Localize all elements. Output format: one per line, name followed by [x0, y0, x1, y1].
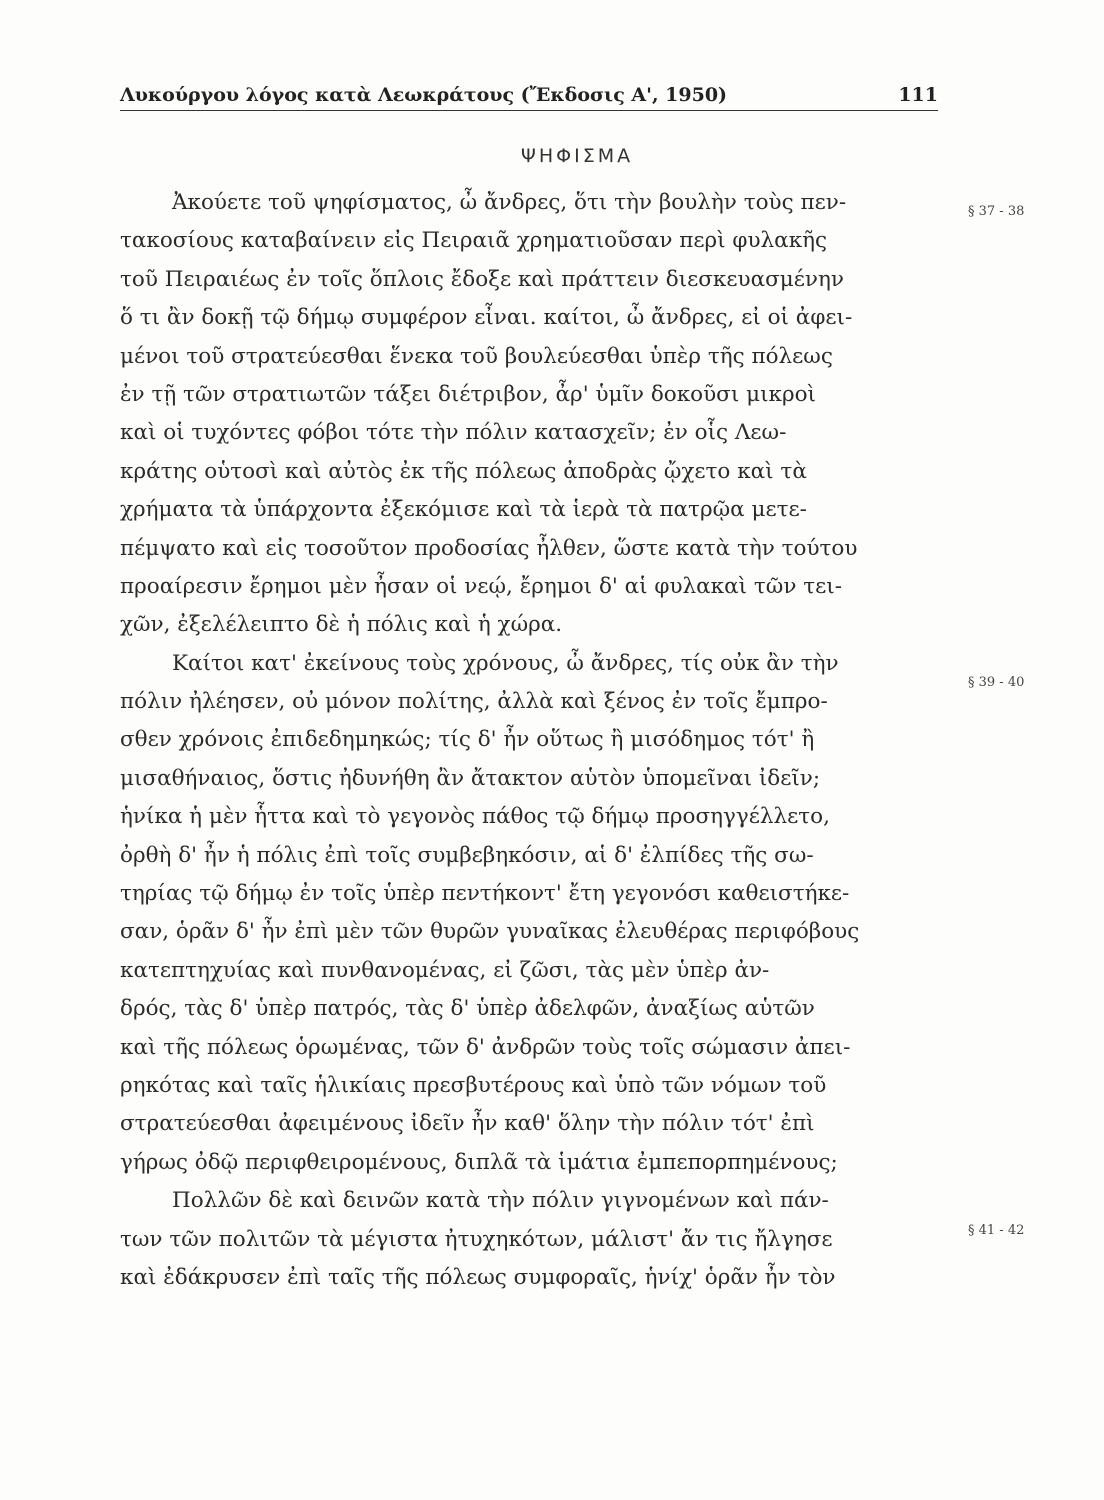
text-line: τηρίας τῷ δήμῳ ἐν τοῖς ὑπὲρ πεντήκοντ' ἔτη γεγονόσι καθειστήκε- — [120, 881, 850, 907]
text-line: ὅ τι ἂν δοκῇ τῷ δήμῳ συμφέρον εἶναι. καίτοι, ὦ ἄνδρες, εἰ οἱ ἀφει- — [120, 305, 853, 331]
header-rule — [120, 110, 938, 111]
text-line: σθεν χρόνοις ἐπιδεδημηκώς; τίς δ' ἦν οὕτως ἢ μισόδημος τότ' ἢ — [120, 727, 815, 753]
text-line: μένοι τοῦ στρατεύεσθαι ἕνεκα τοῦ βουλεύεσθαι ὑπὲρ τῆς πόλεως — [120, 343, 833, 369]
margin-reference: § 39 - 40 — [968, 675, 1025, 690]
text-line: των τῶν πολιτῶν τὰ μέγιστα ἠτυχηκότων, μάλιστ' ἄν τις ἤλγησε — [120, 1226, 833, 1252]
section-title: ΨΗΦΙΣΜΑ — [520, 145, 634, 167]
text-line: κατεπτηχυίας καὶ πυνθανομένας, εἰ ζῶσι, τὰς μὲν ὑπὲρ ἀν- — [120, 957, 770, 983]
text-line: κράτης οὑτοσὶ καὶ αὐτὸς ἐκ τῆς πόλεως ἀποδρὰς ᾤχετο καὶ τὰ — [120, 458, 807, 484]
text-line: στρατεύεσθαι ἀφειμένους ἰδεῖν ἦν καθ' ὅλην τὴν πόλιν τότ' ἐπὶ — [120, 1111, 815, 1137]
text-line: γήρως ὀδῷ περιφθειρομένους, διπλᾶ τὰ ἱμάτια ἐμπεπορπημένους; — [120, 1149, 838, 1175]
text-line: καὶ τῆς πόλεως ὁρωμένας, τῶν δ' ἀνδρῶν τοὺς τοῖς σώμασιν ἀπει- — [120, 1034, 851, 1060]
text-line: μισαθήναιος, ὅστις ἠδυνήθη ἂν ἄτακτον αὑτὸν ὑπομεῖναι ἰδεῖν; — [120, 765, 821, 791]
text-line: ἡνίκα ἡ μὲν ἧττα καὶ τὸ γεγονὸς πάθος τῷ δήμῳ προσηγγέλλετο, — [120, 804, 830, 830]
text-line: πόλιν ἠλέησεν, οὐ μόνον πολίτης, ἀλλὰ καὶ ξένος ἐν τοῖς ἔμπρο- — [120, 689, 828, 715]
running-header — [120, 72, 938, 108]
text-line: ἐν τῇ τῶν στρατιωτῶν τάξει διέτριβον, ἆρ' ὑμῖν δοκοῦσι μικροὶ — [120, 381, 816, 407]
text-line: προαίρεσιν ἔρημοι μὲν ἦσαν οἱ νεῴ, ἔρημοι δ' αἱ φυλακαὶ τῶν τει- — [120, 573, 842, 599]
text-line: Καίτοι κατ' ἐκείνους τοὺς χρόνους, ὦ ἄνδρες, τίς οὐκ ἂν τὴν — [172, 650, 839, 676]
text-line: τοῦ Πειραιέως ἐν τοῖς ὅπλοις ἔδοξε καὶ πράττειν διεσκευασμένην — [120, 266, 844, 292]
paragraph — [120, 645, 948, 1182]
text-line: ρηκότας καὶ ταῖς ἡλικίαις πρεσβυτέρους καὶ ὑπὸ τῶν νόμων τοῦ — [120, 1072, 827, 1098]
text-line: χῶν, ἐξελέλειπτο δὲ ἡ πόλις καὶ ἡ χώρα. — [120, 612, 563, 638]
text-line: ὀρθὴ δ' ἦν ἡ πόλις ἐπὶ τοῖς συμβεβηκόσιν, αἱ δ' ἐλπίδες τῆς σω- — [120, 842, 814, 868]
paragraph — [120, 1182, 948, 1297]
text-line: Πολλῶν δὲ καὶ δεινῶν κατὰ τὴν πόλιν γιγνομένων καὶ πάν- — [172, 1188, 829, 1214]
text-line: Ἀκούετε τοῦ ψηφίσματος, ὦ ἄνδρες, ὅτι τὴν βουλὴν τοὺς πεν- — [172, 190, 847, 215]
margin-reference: § 37 - 38 — [968, 204, 1025, 219]
text-line: χρήματα τὰ ὑπάρχοντα ἐξεκόμισε καὶ τὰ ἱερὰ τὰ πατρῷα μετε- — [120, 497, 807, 523]
text-line: τακοσίους καταβαίνειν εἰς Πειραιᾶ χρηματιοῦσαν περὶ φυλακῆς — [120, 228, 828, 254]
text-line: σαν, ὁρᾶν δ' ἦν ἐπὶ μὲν τῶν θυρῶν γυναῖκας ἐλευθέρας περιφόβους — [120, 919, 860, 945]
running-header-title: Λυκούργου λόγος κατὰ Λεωκράτους (Ἔκδοσις Α', 1950) — [120, 84, 728, 106]
text-line: καὶ ἐδάκρυσεν ἐπὶ ταῖς τῆς πόλεως συμφοραῖς, ἡνίχ' ὁρᾶν ἦν τὸν — [120, 1264, 836, 1290]
text-line: δρός, τὰς δ' ὑπὲρ πατρός, τὰς δ' ὑπὲρ ἀδελφῶν, ἀναξίως αὑτῶν — [120, 996, 815, 1022]
margin-reference: § 41 - 42 — [968, 1223, 1025, 1238]
main-text — [120, 184, 948, 1297]
paragraph — [120, 184, 948, 645]
text-line: πέμψατο καὶ εἰς τοσοῦτον προδοσίας ἦλθεν, ὥστε κατὰ τὴν τούτου — [120, 535, 858, 561]
page-number: 111 — [898, 84, 938, 106]
text-line: καὶ οἱ τυχόντες φόβοι τότε τὴν πόλιν κατασχεῖν; ἐν οἷς Λεω- — [120, 420, 787, 446]
